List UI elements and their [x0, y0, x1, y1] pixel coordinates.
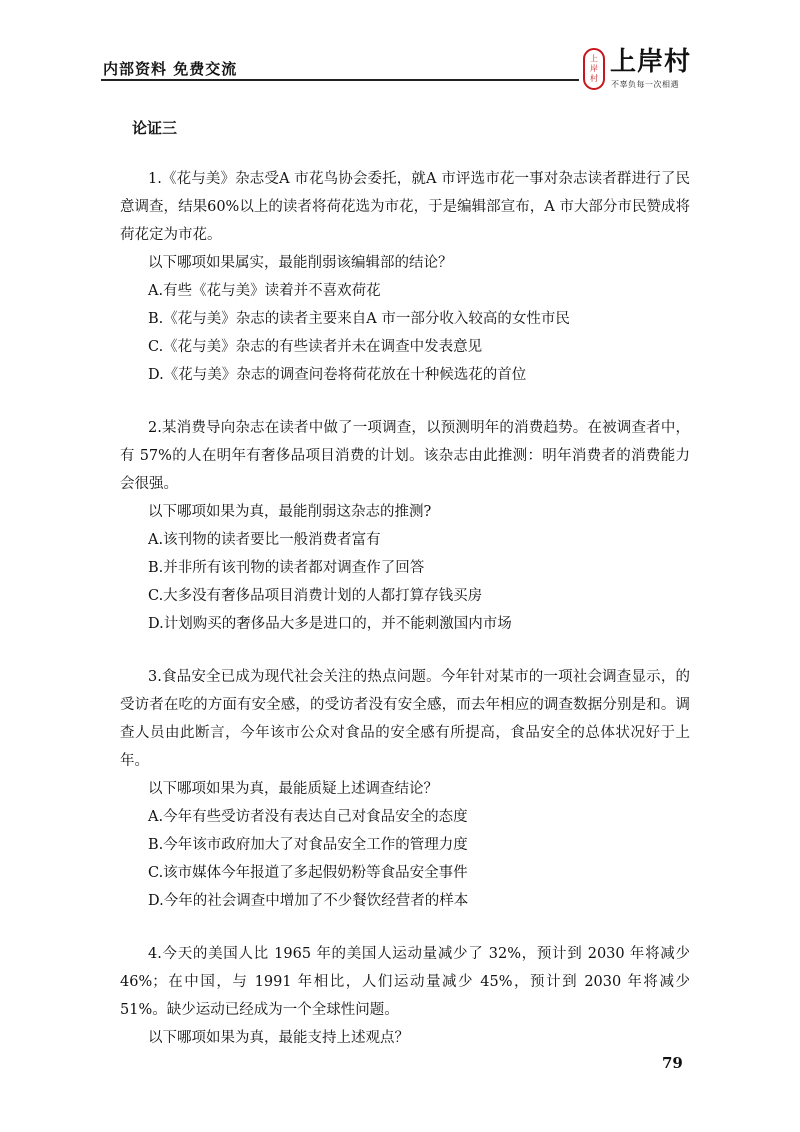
question-1 [120, 165, 690, 389]
question-3 [120, 663, 690, 915]
option-c: C.《花与美》杂志的有些读者并未在调查中发表意见 [148, 339, 483, 355]
section-title: 论证三 [132, 119, 178, 137]
option-a: A.有些《花与美》读着并不喜欢荷花 [148, 283, 381, 299]
option-c: C.该市媒体今年报道了多起假奶粉等食品安全事件 [148, 865, 468, 881]
option-b: B.今年该市政府加大了对食品安全工作的管理力度 [148, 837, 468, 853]
option-a: A.该刊物的读者要比一般消费者富有 [148, 532, 381, 548]
logo-slogan: 不辜负每一次相遇 [611, 80, 679, 89]
page-number: 79 [662, 1054, 683, 1072]
option-a: A.今年有些受访者没有表达自己对食品安全的态度 [148, 809, 468, 825]
question-stem: 1.《花与美》杂志受A 市花鸟协会委托，就A 市评选市花一事对杂志读者群进行了民意调查，结果60%以上的读者将荷花选为市花，于是编辑部宣布，A 市大部分市民赞成将荷花定为市花。 [120, 171, 690, 243]
option-d: D.《花与美》杂志的调查问卷将荷花放在十种候选花的首位 [148, 367, 527, 383]
header-rule [101, 79, 579, 81]
logo-seal-char: 上 [590, 54, 598, 63]
option-c: C.大多没有奢侈品项目消费计划的人都打算存钱买房 [148, 588, 483, 604]
header-label: 内部资料 免费交流 [103, 60, 238, 78]
option-b: B.《花与美》杂志的读者主要来自A 市一部分收入较高的女性市民 [148, 311, 570, 327]
logo-brand: 上岸村 [610, 47, 692, 77]
question-prompt: 以下哪项如果为真，最能质疑上述调查结论？ [148, 781, 438, 797]
option-b: B.并非所有该刊物的读者都对调查作了回答 [148, 560, 425, 576]
logo-seal [583, 48, 605, 90]
question-4 [120, 940, 690, 1052]
option-d: D.计划购买的奢侈品大多是进口的，并不能刺激国内市场 [148, 616, 512, 632]
question-stem: 4.今天的美国人比 1965 年的美国人运动量减少了 32%，预计到 2030 年将减少 46%；在中国，与 1991 年相比，人们运动量减少 45%，预计到 2030 年将减少 51%。缺少运动已经成为一个全球性问题。 [120, 946, 690, 1018]
question-stem: 2.某消费导向杂志在读者中做了一项调查，以预测明年的消费趋势。在被调查者中，有 57%的人在明年有奢侈品项目消费的计划。该杂志由此推测：明年消费者的消费能力会很强。 [120, 420, 690, 492]
page-content [120, 112, 690, 1052]
question-2 [120, 414, 690, 638]
logo [583, 46, 705, 96]
logo-seal-char: 村 [590, 74, 598, 83]
question-prompt: 以下哪项如果为真，最能削弱这杂志的推测? [148, 504, 432, 520]
question-prompt: 以下哪项如果为真，最能支持上述观点？ [148, 1030, 409, 1046]
logo-seal-char: 岸 [590, 64, 598, 73]
option-d: D.今年的社会调查中增加了不少餐饮经营者的样本 [148, 893, 469, 909]
question-stem: 3.食品安全已成为现代社会关注的热点问题。今年针对某市的一项社会调查显示，的受访者在吃的方面有安全感，的受访者没有安全感，而去年相应的调查数据分别是和。调查人员由此断言，今年该市公众对食品的安全感有所提高，食品安全的总体状况好于上年。 [120, 669, 690, 769]
question-prompt: 以下哪项如果属实，最能削弱该编辑部的结论？ [148, 255, 453, 271]
